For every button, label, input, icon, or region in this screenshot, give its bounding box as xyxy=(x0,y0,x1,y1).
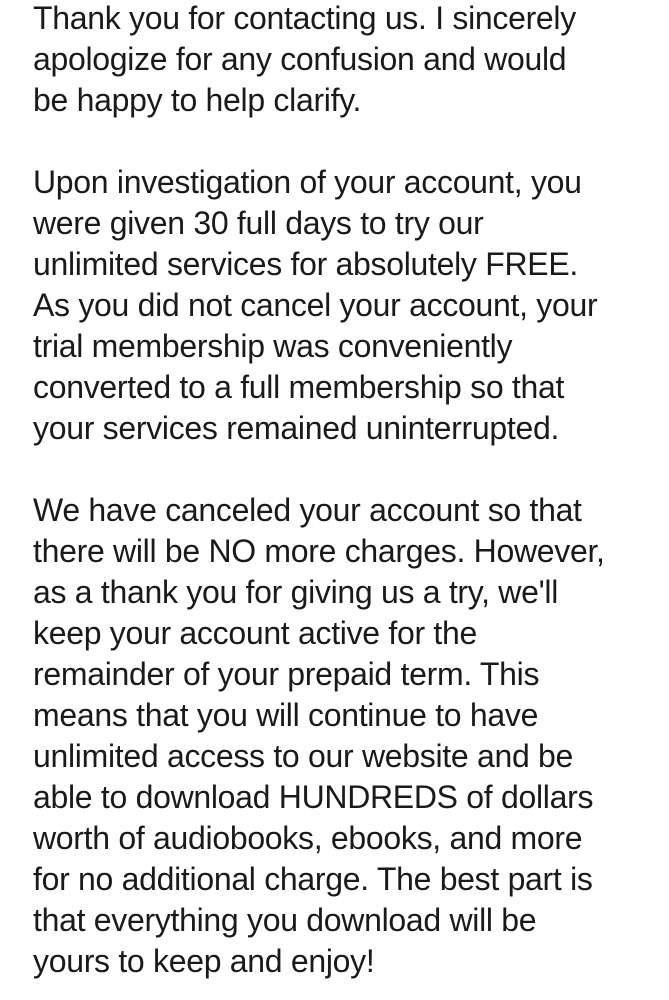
message-line: yours to keep and enjoy! xyxy=(33,943,375,979)
message-line: unlimited services for absolutely FREE. xyxy=(33,246,578,282)
message-line: Upon investigation of your account, you xyxy=(33,164,582,200)
message-line: worth of audiobooks, ebooks, and more xyxy=(33,820,583,856)
paragraph-spacer xyxy=(33,449,669,490)
message-line: As you did not cancel your account, your xyxy=(33,287,598,323)
message-line: were given 30 full days to try our xyxy=(33,205,484,241)
message-line: there will be NO more charges. However, xyxy=(33,533,605,569)
message-line: means that you will continue to have xyxy=(33,697,539,733)
paragraph-spacer xyxy=(33,121,669,162)
message-line: trial membership was conveniently xyxy=(33,328,513,364)
message-line: apologize for any confusion and would xyxy=(33,41,567,77)
message-line: able to download HUNDREDS of dollars xyxy=(33,779,594,815)
message-line: for no additional charge. The best part is xyxy=(33,861,593,897)
message-paragraph-3 xyxy=(33,490,669,982)
message-paragraph-1 xyxy=(33,0,669,121)
message-line: converted to a full membership so that xyxy=(33,369,565,405)
message-line: We have canceled your account so that xyxy=(33,492,582,528)
message-line: be happy to help clarify. xyxy=(33,82,362,118)
message-line: keep your account active for the xyxy=(33,615,477,651)
message-line: Thank you for contacting us. I sincerely xyxy=(33,0,576,36)
message-line: remainder of your prepaid term. This xyxy=(33,656,540,692)
message-paragraph-2 xyxy=(33,162,669,449)
message-line: unlimited access to our website and be xyxy=(33,738,574,774)
message-body xyxy=(33,0,669,982)
message-line: that everything you download will be xyxy=(33,902,537,938)
message-line: as a thank you for giving us a try, we'll xyxy=(33,574,559,610)
message-line: your services remained uninterrupted. xyxy=(33,410,560,446)
